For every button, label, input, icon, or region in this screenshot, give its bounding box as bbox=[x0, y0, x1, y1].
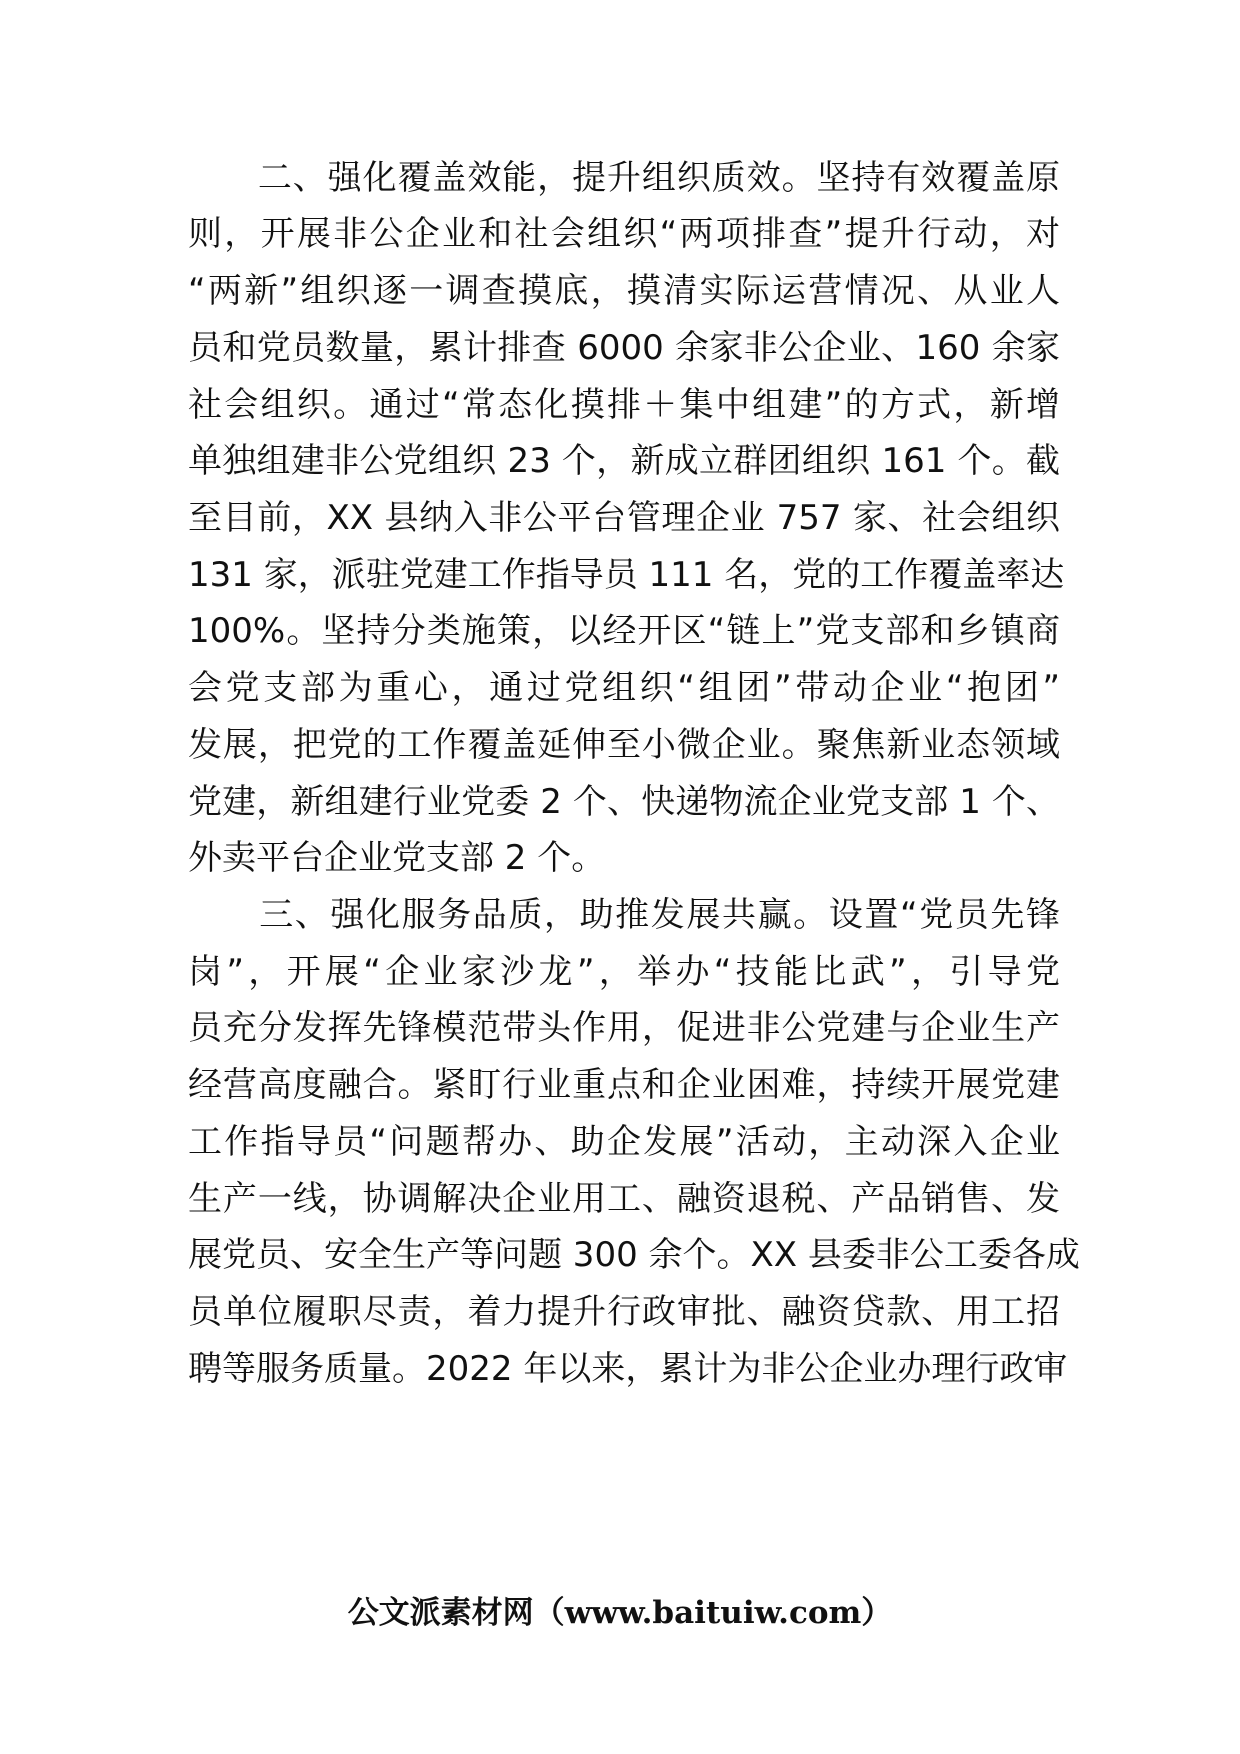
text-line: 至目前，XX 县纳入非公平台管理企业 757 家、社会组织 bbox=[188, 498, 1060, 538]
text-line: 社会组织。通过“常态化摸排＋集中组建”的方式，新增 bbox=[188, 385, 1060, 425]
text-line: 发展，把党的工作覆盖延伸至小微企业。聚焦新业态领域 bbox=[188, 725, 1060, 765]
document-page bbox=[188, 0, 1080, 1754]
text-line: 员和党员数量，累计排查 6000 余家非公企业、160 余家 bbox=[188, 328, 1060, 368]
text-line: 员充分发挥先锋模范带头作用，促进非公党建与企业生产 bbox=[188, 1008, 1060, 1048]
text-line: 会党支部为重心，通过党组织“组团”带动企业“抱团” bbox=[188, 668, 1060, 708]
footer-watermark: 公文派素材网（www.baituiw.com） bbox=[347, 1595, 893, 1631]
text-line: 二、强化覆盖效能，提升组织质效。坚持有效覆盖原 bbox=[188, 158, 1060, 198]
text-line: 工作指导员“问题帮办、助企发展”活动，主动深入企业 bbox=[188, 1122, 1060, 1162]
text-line: 100%。坚持分类施策，以经开区“链上”党支部和乡镇商 bbox=[188, 611, 1060, 651]
text-line: 岗”，开展“企业家沙龙”，举办“技能比武”，引导党 bbox=[188, 952, 1060, 992]
text-line: 生产一线，协调解决企业用工、融资退税、产品销售、发 bbox=[188, 1179, 1060, 1219]
text-line: 经营高度融合。紧盯行业重点和企业困难，持续开展党建 bbox=[188, 1065, 1060, 1105]
text-line: 三、强化服务品质，助推发展共赢。设置“党员先锋 bbox=[188, 895, 1060, 935]
text-line: 单独组建非公党组织 23 个，新成立群团组织 161 个。截 bbox=[188, 441, 1060, 481]
text-line: 131 家，派驻党建工作指导员 111 名，党的工作覆盖率达 bbox=[188, 555, 1065, 595]
text-line: 展党员、安全生产等问题 300 余个。XX 县委非公工委各成 bbox=[188, 1235, 1080, 1275]
text-line: 则，开展非公企业和社会组织“两项排查”提升行动，对 bbox=[188, 214, 1060, 254]
text-line: “两新”组织逐一调查摸底，摸清实际运营情况、从业人 bbox=[188, 271, 1060, 311]
text-line: 外卖平台企业党支部 2 个。 bbox=[188, 838, 606, 878]
text-line: 聘等服务质量。2022 年以来，累计为非公企业办理行政审 bbox=[188, 1349, 1068, 1389]
text-line: 员单位履职尽责，着力提升行政审批、融资贷款、用工招 bbox=[188, 1292, 1060, 1332]
text-line: 党建，新组建行业党委 2 个、快递物流企业党支部 1 个、 bbox=[188, 782, 1060, 822]
